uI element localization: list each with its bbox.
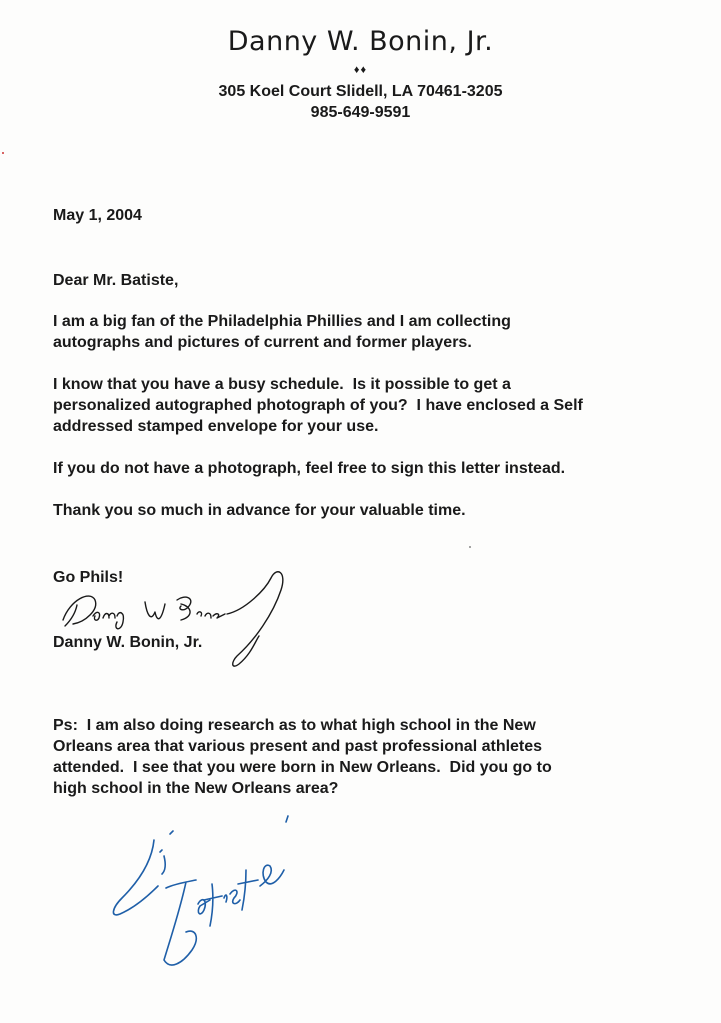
stray-dot <box>469 546 471 548</box>
letterhead-name: Danny W. Bonin, Jr. <box>227 26 494 57</box>
ps-line-3: attended. I see that you were born in New Orleans. Did you go to <box>53 759 552 776</box>
paragraph-2-line-2: personalized autographed photograph of you? I have enclosed a Self <box>53 397 583 414</box>
letter-date: May 1, 2004 <box>53 207 142 224</box>
letterhead-phone: 985-649-9591 <box>310 104 411 121</box>
autograph-blue-ink <box>100 800 320 980</box>
ps-line-2: Orleans area that various present and past professional athletes <box>53 738 543 755</box>
salutation: Dear Mr. Batiste, <box>53 272 179 289</box>
paragraph-2-line-3: addressed stamped envelope for your use. <box>53 418 379 435</box>
letterhead-address: 305 Koel Court Slidell, LA 70461-3205 <box>218 83 503 100</box>
ps-line-4: high school in the New Orleans area? <box>53 780 339 797</box>
letterhead-diamonds: ♦♦ <box>353 64 368 76</box>
ps-line-1: Ps: I am also doing research as to what high school in the New <box>53 717 536 734</box>
closing: Go Phils! <box>53 569 124 586</box>
paragraph-1-line-2: autographs and pictures of current and former players. <box>53 334 472 351</box>
handwritten-signature-black <box>55 560 295 680</box>
signer-name: Danny W. Bonin, Jr. <box>53 634 203 651</box>
paragraph-4: Thank you so much in advance for your valuable time. <box>53 502 466 519</box>
stray-mark <box>2 152 4 154</box>
paragraph-3: If you do not have a photograph, feel free to sign this letter instead. <box>53 460 566 477</box>
paragraph-2-line-1: I know that you have a busy schedule. Is it possible to get a <box>53 376 511 393</box>
paragraph-1-line-1: I am a big fan of the Philadelphia Phillies and I am collecting <box>53 313 511 330</box>
